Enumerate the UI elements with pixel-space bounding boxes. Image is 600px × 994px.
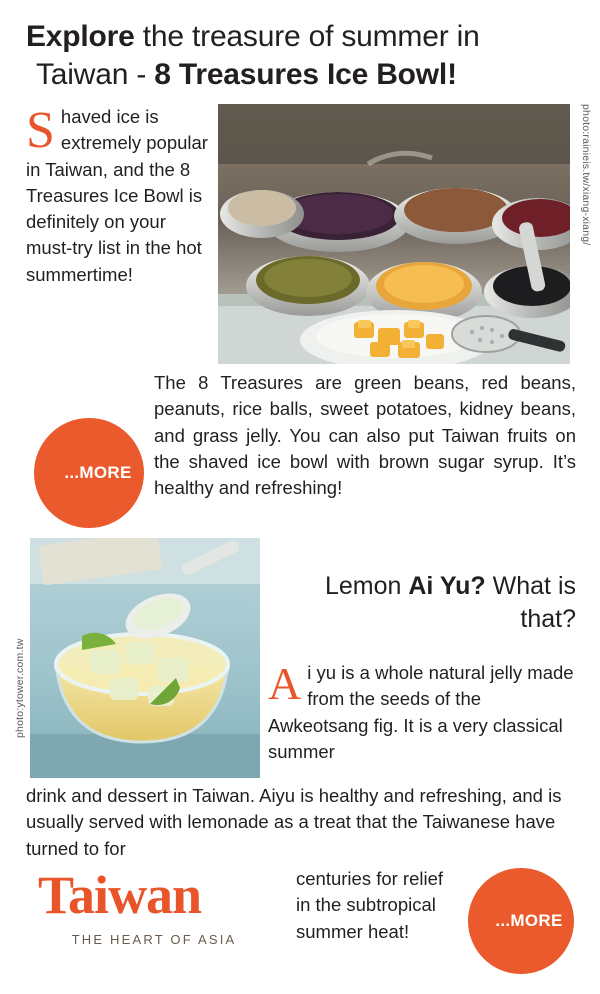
more-button-top-label: ...MORE: [64, 463, 132, 482]
taiwan-logo-tagline: THE HEART OF ASIA: [71, 932, 237, 947]
headline-line-1-rest: the treasure of summer in: [134, 20, 480, 53]
more-button-top[interactable]: [34, 418, 144, 528]
photo-credit-bottom: photo:ytower.com.tw: [14, 638, 26, 738]
page-title: [26, 18, 576, 95]
taiwan-logo-wordmark: Taiwan: [38, 865, 202, 925]
aiyu-jelly-photo: [30, 538, 260, 778]
headline-line-2: [26, 56, 576, 94]
taiwan-logo: [38, 865, 278, 947]
intro-paragraph-column: [26, 104, 212, 288]
aiyu-column-text: i yu is a whole natural jelly made from the seeds of the Awkeotsang fig. It is a very classical summer: [268, 662, 574, 762]
photo-credit-top: photo:rainieis.tw/xiang-xiang/: [580, 104, 592, 246]
subtitle-part-1: Lemon: [324, 572, 409, 600]
headline-line-1: [26, 18, 576, 56]
section-subtitle: [268, 570, 576, 635]
headline-emphasis: Explore: [26, 20, 135, 53]
shaved-ice-toppings-photo: [218, 104, 570, 364]
headline-line-2-rest: Taiwan -: [36, 58, 155, 92]
aiyu-paragraph-tail: centuries for relief in the subtropical summer heat!: [296, 868, 444, 942]
intro-paragraph-text: haved ice is extremely popular in Taiwan, and the 8 Treasures Ice Bowl is definitely on your must-try list in the hot summertime!: [26, 106, 208, 285]
aiyu-paragraph-wide: drink and dessert in Taiwan. Aiyu is healthy and refreshing, and is usually served with lemonade as a treat that the Taiwanese have turned to for: [26, 785, 562, 859]
shaved-ice-photo-art: [218, 104, 570, 364]
more-button-bottom-label: ...MORE: [495, 911, 563, 930]
more-button-bottom[interactable]: [468, 868, 574, 974]
subtitle-part-2: What is that?: [485, 572, 576, 633]
intro-rest-text: The 8 Treasures are green beans, red beans, peanuts, rice balls, sweet potatoes, kidney beans, and grass jelly. You can also put Taiwan fruits on the shaved ice bowl with brown sugar syrup. It’s healthy and refreshing!: [154, 372, 576, 499]
dropcap-s: S: [26, 102, 55, 159]
subtitle-emphasis: Ai Yu?: [408, 572, 486, 600]
aiyu-paragraph-column: [268, 660, 576, 765]
aiyu-photo-art: [30, 538, 260, 778]
headline-emphasis-2: 8 Treasures Ice Bowl!: [154, 58, 457, 92]
dropcap-a: A: [268, 658, 302, 709]
